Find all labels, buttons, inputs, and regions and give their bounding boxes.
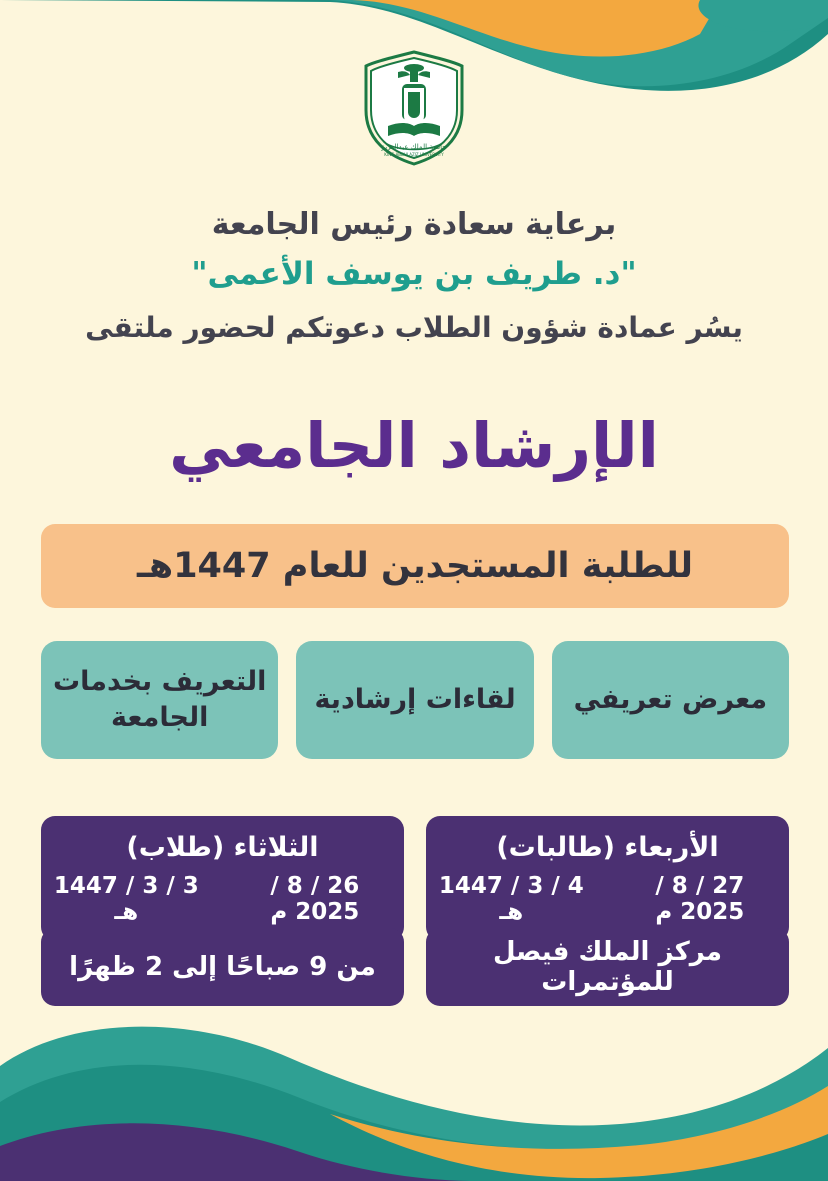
date-hijri: 4 / 3 / 1447 هـ (438, 873, 584, 926)
audience-banner: للطلبة المستجدين للعام 1447هـ (41, 524, 789, 608)
date-gregorian: 26 / 8 / 2025 م (270, 873, 360, 926)
feature-chip: لقاءات إرشادية (296, 641, 533, 759)
dates-row (41, 816, 789, 941)
time-card: من 9 صباحًا إلى 2 ظهرًا (41, 928, 404, 1006)
date-card (426, 816, 789, 941)
invitation-line: يسُر عمادة شؤون الطلاب دعوتكم لحضور ملتقى (85, 311, 743, 345)
event-title: الإرشاد الجامعي (169, 409, 659, 482)
patron-line: برعاية سعادة رئيس الجامعة (211, 207, 617, 242)
svg-text:جامعة الملك عبدالعزيز: جامعة الملك عبدالعزيز (381, 143, 447, 151)
venue-card: مركز الملك فيصل للمؤتمرات (426, 928, 789, 1006)
date-hijri: 3 / 3 / 1447 هـ (53, 873, 199, 926)
date-values (51, 873, 394, 925)
patron-name: "د. طريف بن يوسف الأعمى" (191, 256, 637, 292)
features-row (41, 641, 789, 759)
feature-chip: التعريف بخدمات الجامعة (41, 641, 278, 759)
bottom-wave-decoration (0, 1006, 828, 1181)
date-day-label: الثلاثاء (طلاب) (126, 832, 319, 863)
info-row (41, 928, 789, 1006)
date-gregorian: 27 / 8 / 2025 م (655, 873, 745, 926)
date-values (436, 873, 779, 925)
university-logo-icon (358, 48, 470, 168)
svg-text:KING ABDULAZIZ UNIVERSITY: KING ABDULAZIZ UNIVERSITY (384, 152, 444, 157)
date-card (41, 816, 404, 941)
date-day-label: الأربعاء (طالبات) (496, 832, 719, 863)
header-text-block (0, 205, 828, 347)
logo-container (0, 48, 828, 168)
feature-chip: معرض تعريفي (552, 641, 789, 759)
